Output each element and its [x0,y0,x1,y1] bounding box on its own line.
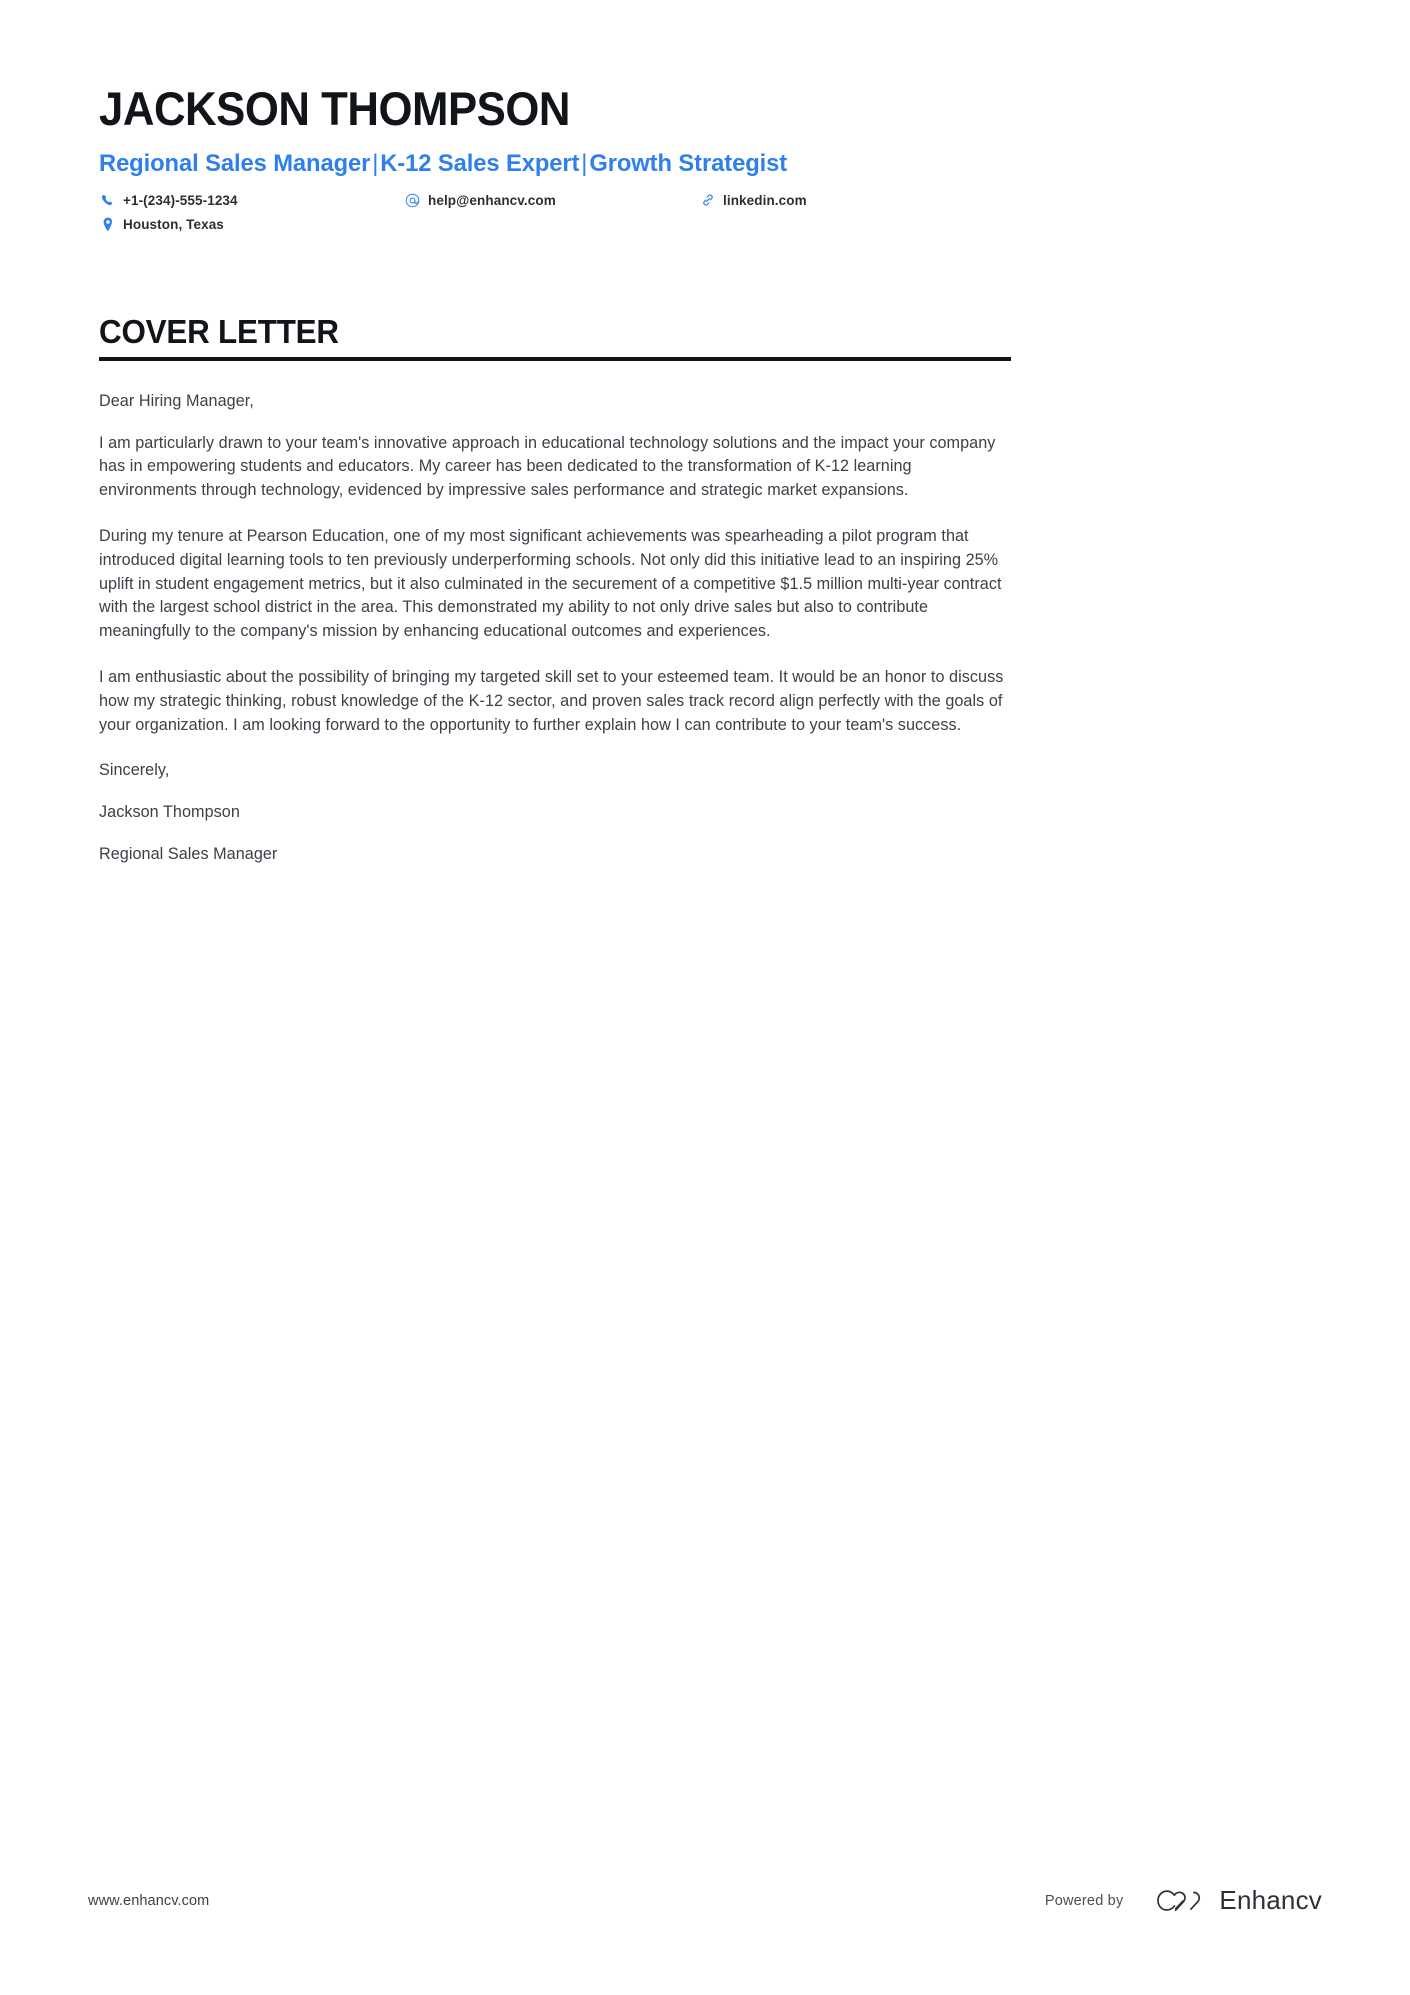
document-content [99,0,1011,867]
footer-website-url[interactable]: www.enhancv.com [88,1892,210,1909]
phone-icon [99,193,116,208]
headline-part-1: Regional Sales Manager [99,150,371,178]
enhancv-infinity-heart-logo-icon [1153,1886,1205,1916]
footer-inner [88,1885,1322,1916]
contact-details [99,193,859,232]
brand-name-label: Enhancv [1219,1885,1322,1915]
powered-by-label: Powered by [1044,1892,1124,1909]
footer-branding [1045,1885,1322,1916]
page-title: JACKSON THOMPSON [99,82,570,135]
contact-email[interactable] [404,193,699,208]
contact-location [99,217,404,232]
letter-signature-title: Regional Sales Manager [99,845,278,864]
headline-part-2: K-12 Sales Expert [380,150,580,178]
location-pin-icon [99,217,116,232]
contact-linkedin[interactable] [699,193,807,208]
contact-row-primary [99,193,859,208]
contact-phone-label: +1-(234)-555-1234 [123,192,238,208]
headline-separator-1: | [372,150,379,178]
headline-part-3: Growth Strategist [589,150,788,178]
letter-paragraph-3: I am enthusiastic about the possibility of bringing my targeted skill set to your esteemed team. It would be an honor to discuss how my strategic thinking, robust knowledge of the K-12 sector, and proven sales track record align perfectly with the goals of your organization. I am looking forward to the opportunity to further explain how I can contribute to your team's success. [99,668,1004,734]
page-footer [0,1875,1410,1995]
letter-signature-name: Jackson Thompson [99,803,240,822]
letter-paragraph-1: I am particularly drawn to your team's innovative approach in educational technology solutions and the impact your company has in empowering students and educators. My career has been dedicated to the transformation of K-12 learning environments through technology, evidenced by impressive sales performance and strategic market expansions. [99,433,996,500]
contact-location-label: Houston, Texas [123,216,224,232]
letter-paragraph-2: During my tenure at Pearson Education, one of my most significant achievements was spearheading a pilot program that introduced digital learning tools to ten previously underperforming schools. Not only did this initiative lead to an inspiring 25% uplift in student engagement metrics, but it also culminated in the securement of a competitive $1.5 million multi-year contract with the largest school district in the area. This demonstrated my ability to not only drive sales but also to contribute meaningfully to the company's mission by enhancing educational outcomes and experiences. [99,526,1002,641]
letter-salutation: Dear Hiring Manager, [99,391,254,410]
contact-row-secondary [99,217,859,232]
contact-email-label: help@enhancv.com [428,192,556,208]
professional-headline [99,149,984,178]
contact-phone[interactable] [99,193,404,208]
section-divider [99,357,1011,361]
link-icon [699,193,716,208]
section-heading-cover-letter: COVER LETTER [99,312,339,350]
letter-closing: Sincerely, [99,761,170,780]
headline-separator-2: | [581,150,588,178]
email-icon [404,193,421,208]
cover-letter-body [99,390,1011,867]
contact-linkedin-label: linkedin.com [723,192,807,208]
document-header [99,0,1011,232]
